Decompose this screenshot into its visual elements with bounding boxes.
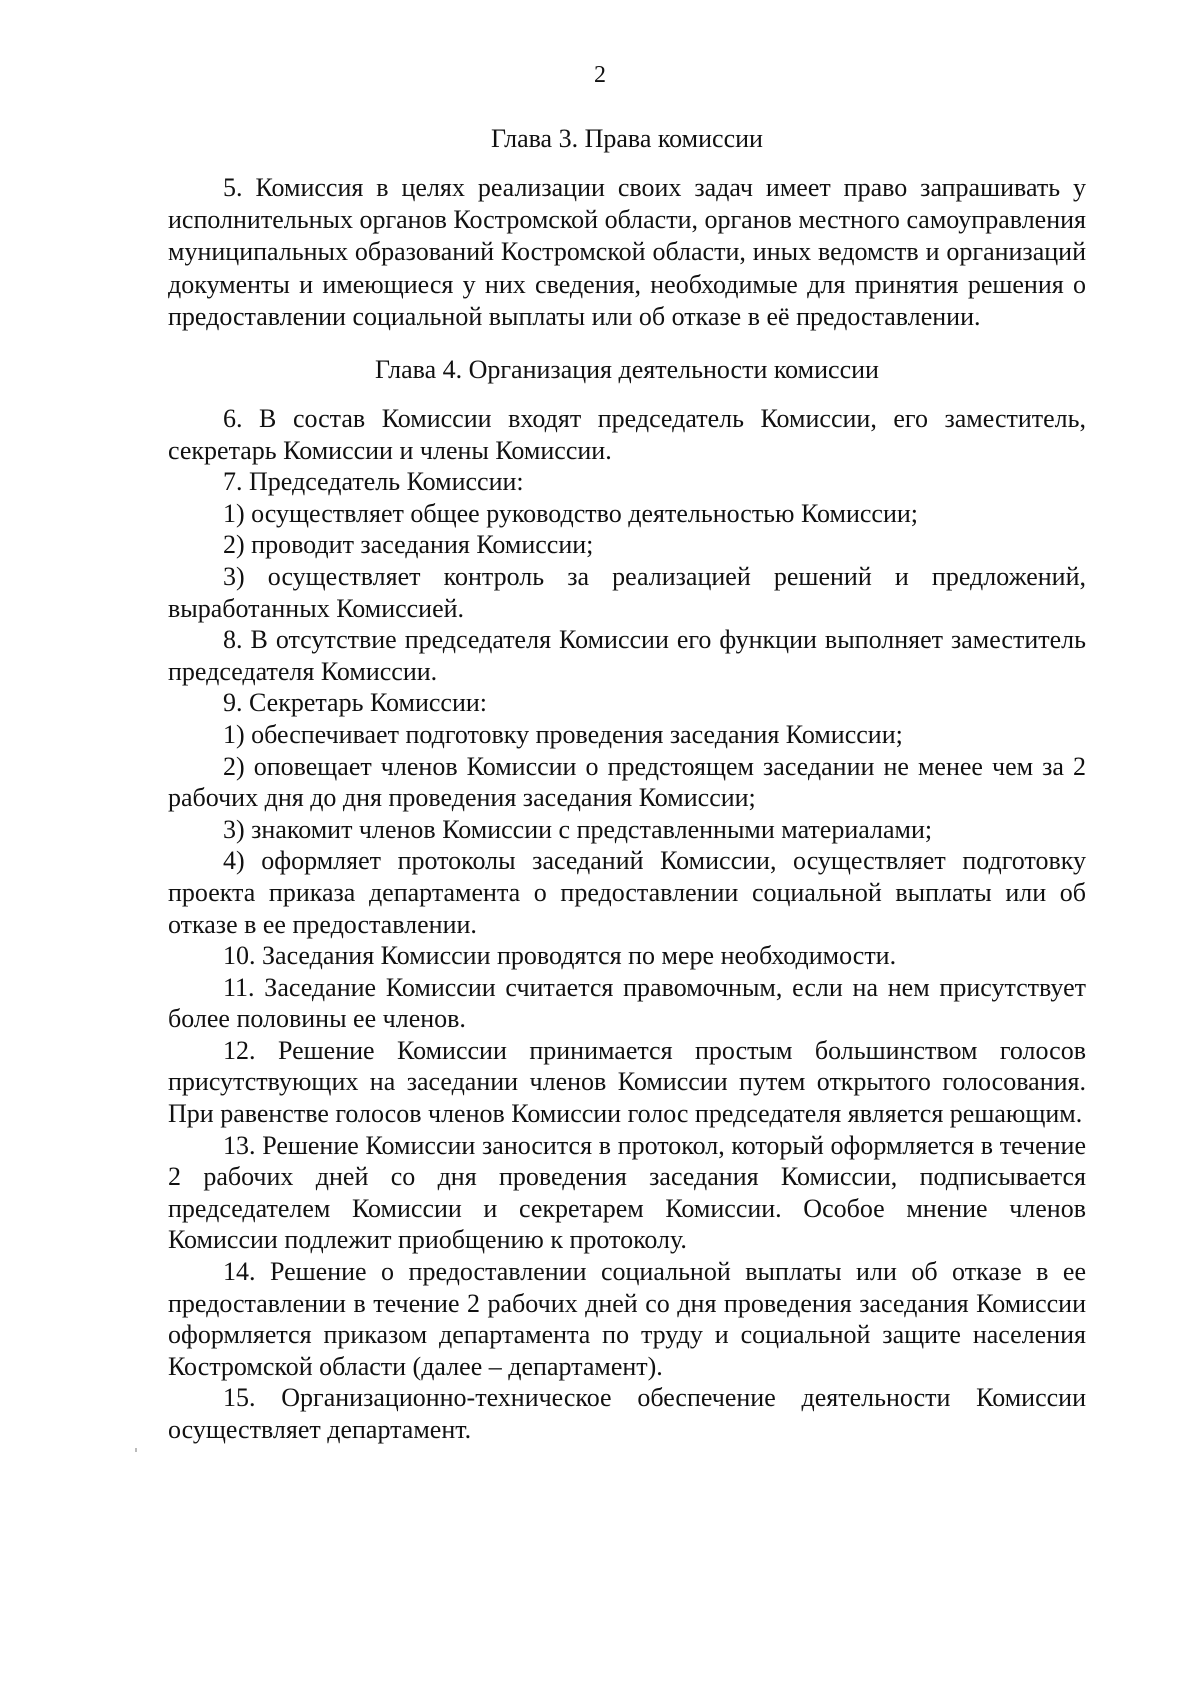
paragraph-7: 7. Председатель Комиссии:	[223, 467, 524, 497]
chapter-3-heading: Глава 3. Права комиссии	[491, 124, 763, 153]
scan-speck	[135, 1448, 137, 1452]
paragraph-9-item-1: 1) обеспечивает подготовку проведения заседания Комиссии;	[223, 719, 903, 749]
paragraph-9-item-2: 2) оповещает членов Комиссии о предстоящем заседании не менее чем за 2 рабочих дня до дня проведения заседания Комиссии;	[168, 751, 1086, 813]
paragraph-9: 9. Секретарь Комиссии:	[223, 688, 487, 718]
paragraph-5: 5. Комиссия в целях реализации своих задач имеет право запрашивать у исполнительных органов Костромской области, органов местного самоуправления муниципальных образований Костромской области, иных ведомств и организаций документы и имеющиеся у них сведения, необходимые для принятия решения о предоставлении социальной выплаты или об отказе в её предоставлении.	[168, 173, 1086, 331]
paragraph-6: 6. В состав Комиссии входят председатель Комиссии, его заместитель, секретарь Комиссии и члены Комиссии.	[168, 404, 1086, 465]
paragraph-7-item-2: 2) проводит заседания Комиссии;	[223, 530, 594, 560]
chapter-4-heading: Глава 4. Организация деятельности комиссии	[375, 355, 879, 385]
paragraph-14: 14. Решение о предоставлении социальной выплаты или об отказе в ее предоставлении в течение 2 рабочих дней со дня проведения заседания Комиссии оформляется приказом департамента по труду и социальной защите населения Костромской области (далее – департамент).	[168, 1257, 1086, 1381]
paragraph-15: 15. Организационно-техническое обеспечение деятельности Комиссии осуществляет департамент.	[168, 1383, 1086, 1445]
document-body	[168, 112, 1086, 1446]
page-number: 2	[594, 62, 606, 88]
paragraph-7-item-1: 1) осуществляет общее руководство деятельностью Комиссии;	[223, 498, 919, 528]
paragraph-8: 8. В отсутствие председателя Комиссии его функции выполняет заместитель председателя Комиссии.	[168, 625, 1086, 686]
paragraph-9-item-3: 3) знакомит членов Комиссии с представленными материалами;	[223, 814, 933, 844]
paragraph-12: 12. Решение Комиссии принимается простым большинством голосов присутствующих на заседании членов Комиссии путем открытого голосования. При равенстве голосов членов Комиссии голос председателя является решающим.	[168, 1035, 1086, 1129]
paragraph-13: 13. Решение Комиссии заносится в протокол, который оформляется в течение 2 рабочих дней со дня проведения заседания Комиссии, подписывается председателем Комиссии и секретарем Комиссии. Особое мнение членов Комиссии подлежит приобщению к протоколу.	[168, 1130, 1086, 1255]
paragraph-11: 11. Заседание Комиссии считается правомочным, если на нем присутствует более половины ее членов.	[168, 972, 1086, 1034]
paragraph-7-item-3: 3) осуществляет контроль за реализацией решений и предложений, выработанных Комиссией.	[168, 561, 1086, 623]
paragraph-10: 10. Заседания Комиссии проводятся по мере необходимости.	[223, 941, 897, 971]
paragraph-9-item-4: 4) оформляет протоколы заседаний Комиссии, осуществляет подготовку проекта приказа департамента о предоставлении социальной выплаты или об отказе в ее предоставлении.	[168, 846, 1086, 939]
